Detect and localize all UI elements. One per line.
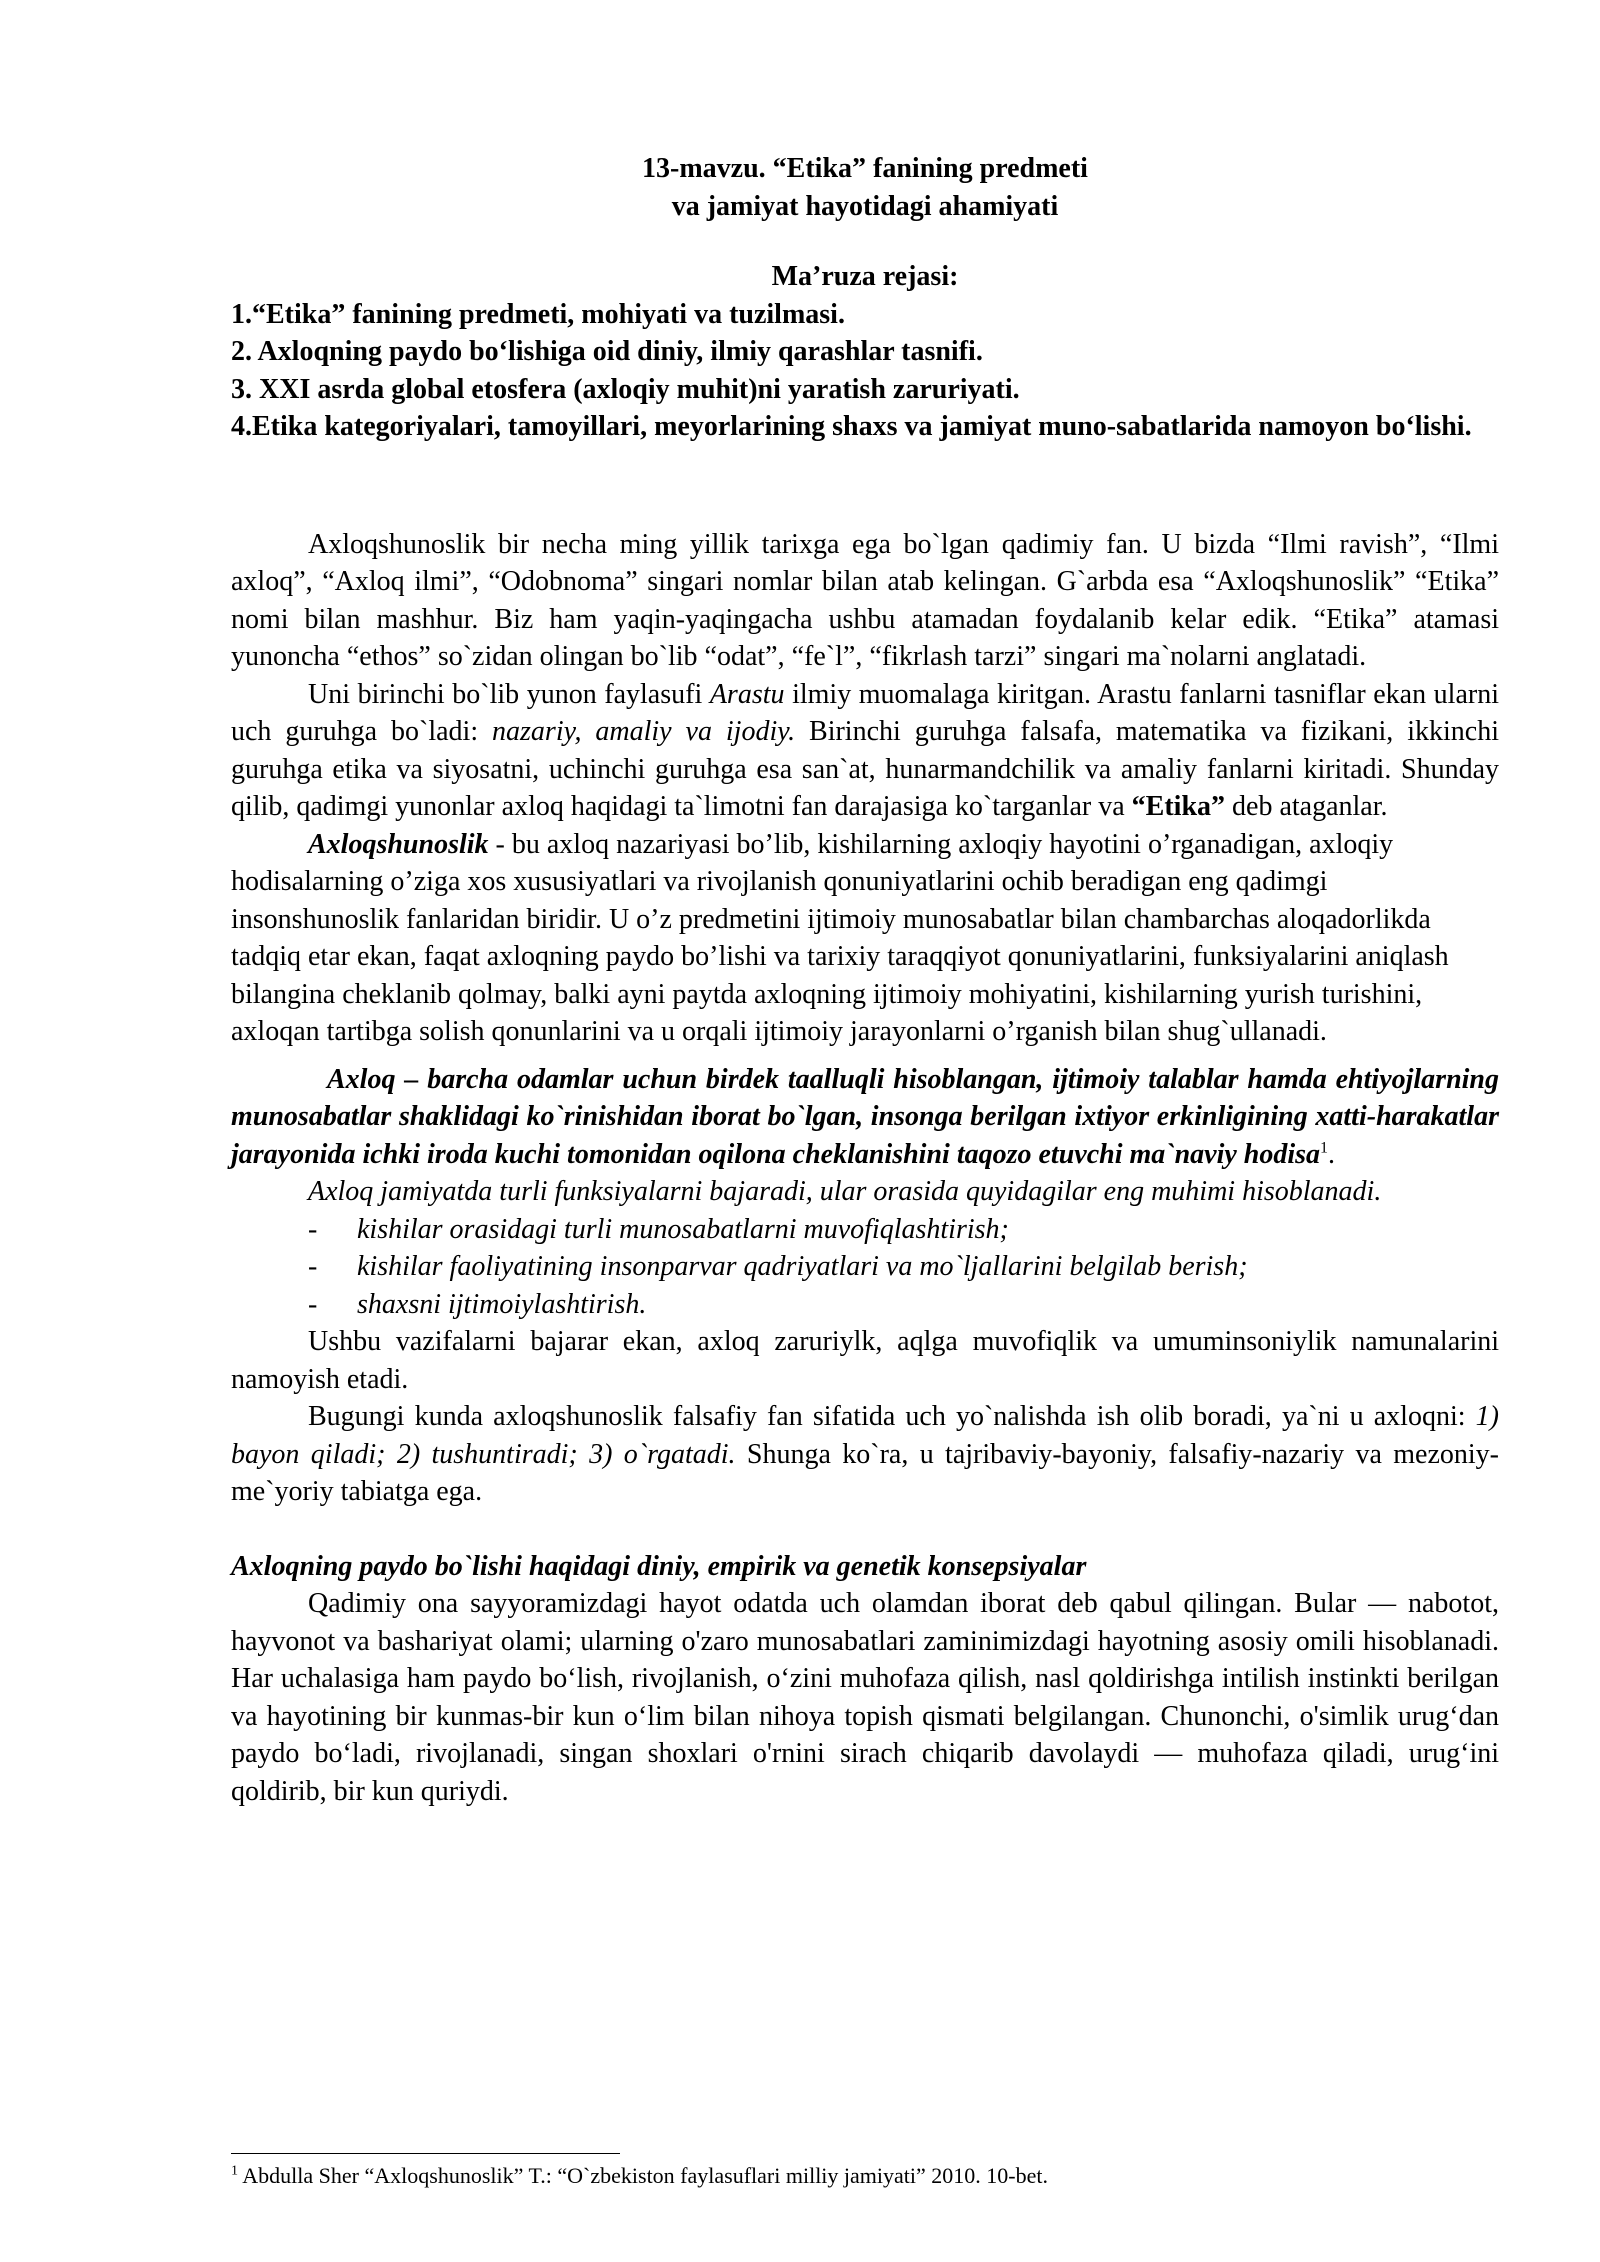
p3-text: - bu axloq nazariyasi bo’lib, kishilarning axloqiy hayotini o’rganadigan, axloqiy hodisalarning o’ziga xos xususiyatlari va rivojlanish qonuniyatlarini ochib beradigan eng qadimgi insonshunoslik fanlaridan biridir. U o’z predmetini ijtimoiy munosabatlar bilan chambarchas aloqadorlikda tadqiq etar ekan, faqat axloqning paydo bo’lishi va tarixiy taraqqiyot qonuniyatlarini, funksiyalarini aniqlash bilangina cheklanib qolmay, balki ayni paytda axloqning ijtimoiy mohiyatini, kishilarning yurish turishini, axloqan tartibga solish qonunlarini va u orqali ijtimoiy jarayonlarni o’rganish bilan shug`ullanadi. bbox=[231, 828, 1449, 1047]
p5-steps: 1) bayon qiladi; 2) tushuntiradi; 3) o`rgatadi. bbox=[231, 1401, 1499, 1470]
p2-categories: nazariy, amaliy va ijodiy. bbox=[492, 716, 796, 747]
definition-text: Axloq – barcha odamlar uchun birdek taalluqli hisoblangan, ijtimoiy talablar hamda ehtiyojlarning munosabatlar shaklidagi ko`rinishidan iborat bo`lgan, insonga berilgan ixtiyor erkinligining xatti-harakatlar jarayonida ichki iroda kuchi tomonidan oqilona cheklanishini taqozo etuvchi ma`naviy hodisa bbox=[231, 1063, 1499, 1170]
footnote-ref: 1 bbox=[1320, 1139, 1329, 1157]
functions-intro: Axloq jamiyatda turli funksiyalarni bajaradi, ular orasida quyidagilar eng muhimi hisoblanadi. bbox=[308, 1176, 1382, 1207]
function-text-2: kishilar faoliyatining insonparvar qadriyatlari va mo`ljallarini belgilab berish; bbox=[357, 1251, 1248, 1282]
paragraph-3 bbox=[231, 826, 1499, 1051]
p2-text-e: Birinchi guruhga falsafa, matematika va fizikani, ikkinchi guruhga etika va siyosatni, uchinchi guruhga esa san`at, hunarmandchilik va amaliy fanlarni kiritadi. Shunday qilib, qadimgi yunonlar axloq haqidagi ta`limotni fan darajasiga ko`targanlar va bbox=[231, 716, 1499, 822]
lecture-title bbox=[231, 150, 1499, 225]
plan-item-1: 1.“Etika” fanining predmeti, mohiyati va tuzilmasi. bbox=[231, 298, 845, 330]
p2-etika: “Etika” bbox=[1131, 791, 1226, 822]
dash-marker: - bbox=[308, 1213, 318, 1245]
paragraph-5 bbox=[231, 1398, 1499, 1511]
function-item-2 bbox=[231, 1248, 1499, 1286]
paragraph-6: Qadimiy ona sayyoramizdagi hayot odatda uch olamdan iborat deb qabul qilingan. Bular — nabotot, hayvonot va bashariyat olami; ularning o'zaro munosabatlari zaminimizdagi hayotning asosiy omili hisoblanadi. Har uchalasiga ham paydo bo‘lish, rivojlanish, o‘zini muhofaza qilish, nasl qoldirishga intilish instinkti berilgan va hayotining bir kunmas-bir kun o‘lim bilan nihoya topish qismati belgilangan. Chunonchi, o'simlik urug‘dan paydo bo‘ladi, rivojlanadi, singan shoxlari o'rnini sirach chiqarib davolaydi — muhofaza qiladi, urug‘ini qoldirib, bir kun quriydi. bbox=[231, 1588, 1499, 1807]
p2-text-g: deb ataganlar. bbox=[1225, 791, 1388, 822]
function-item-1 bbox=[231, 1211, 1499, 1249]
axloq-definition bbox=[231, 1061, 1499, 1174]
plan-item-3: 3. XXI asrda global etosfera (axloqiy muhit)ni yaratish zaruriyati. bbox=[231, 373, 1020, 405]
p3-term: Axloqshunoslik bbox=[308, 828, 489, 860]
document-content bbox=[231, 150, 1499, 1810]
paragraph-2 bbox=[231, 676, 1499, 826]
section-title: Axloqning paydo bo`lishi haqidagi diniy, empirik va genetik konsepsiyalar bbox=[231, 1550, 1087, 1582]
title-line-2: va jamiyat hayotidagi ahamiyati bbox=[671, 190, 1059, 222]
plan-heading: Ma’ruza rejasi: bbox=[771, 261, 959, 292]
footnote-text: Abdulla Sher “Axloqshunoslik” T.: “O`zbekiston faylasuflari milliy jamiyati” 2010. 10-bet. bbox=[238, 2163, 1048, 2188]
footnote-separator bbox=[231, 2153, 620, 2154]
p2-text-c: ilmiy muomalaga kiritgan. Arastu fanlarni tasniflar ekan ularni uch guruhga bo`ladi: bbox=[231, 678, 1499, 747]
title-line-1: 13-mavzu. “Etika” fanining predmeti bbox=[642, 153, 1088, 184]
p2-arastu: Arastu bbox=[709, 678, 785, 710]
dash-marker: - bbox=[308, 1251, 318, 1282]
paragraph-4: Ushbu vazifalarni bajarar ekan, axloq zaruriylk, aqlga muvofiqlik va umuminsoniylik namunalarini namoyish etadi. bbox=[231, 1326, 1499, 1395]
p5-text-c: Shunga ko`ra, u tajribaviy-bayoniy, falsafiy-nazariy va mezoniy-me`yoriy tabiatga ega. bbox=[231, 1438, 1499, 1507]
p5-text-a: Bugungi kunda axloqshunoslik falsafiy fan sifatida uch yo`nalishda ish olib boradi, ya`ni u axloqni: bbox=[308, 1401, 1476, 1432]
dash-marker: - bbox=[308, 1288, 318, 1320]
p2-text-a: Uni birinchi bo`lib yunon faylasufi bbox=[308, 678, 710, 710]
footnote bbox=[231, 2162, 1048, 2190]
function-text-1: kishilar orasidagi turli munosabatlarni muvofiqlashtirish; bbox=[357, 1213, 1009, 1245]
paragraph-1: Axloqshunoslik bir necha ming yillik tarixga ega bo`lgan qadimiy fan. U bizda “Ilmi ravish”, “Ilmi axloq”, “Axloq ilmi”, “Odobnoma” singari nomlar bilan atab kelingan. G`arbda esa “Axloqshunoslik” “Etika” nomi bilan mashhur. Biz ham yaqin-yaqingacha ushbu atamadan foydalanib kelar edik. “Etika” atamasi yunoncha “ethos” so`zidan olingan bo`lib “odat”, “fe`l”, “fikrlash tarzi” singari ma`nolarni anglatadi. bbox=[231, 528, 1499, 672]
function-item-3 bbox=[231, 1286, 1499, 1324]
plan-item-2: 2. Axloqning paydo bo‘lishiga oid diniy, ilmiy qarashlar tasnifi. bbox=[231, 336, 983, 367]
plan-item-4: 4.Etika kategoriyalari, tamoyillari, meyorlarining shaxs va jamiyat muno-sabatlarida namoyon bo‘lishi. bbox=[231, 411, 1472, 442]
definition-end: . bbox=[1328, 1138, 1336, 1170]
footnote-marker: 1 bbox=[231, 2163, 238, 2179]
function-text-3: shaxsni ijtimoiylashtirish. bbox=[357, 1288, 647, 1320]
